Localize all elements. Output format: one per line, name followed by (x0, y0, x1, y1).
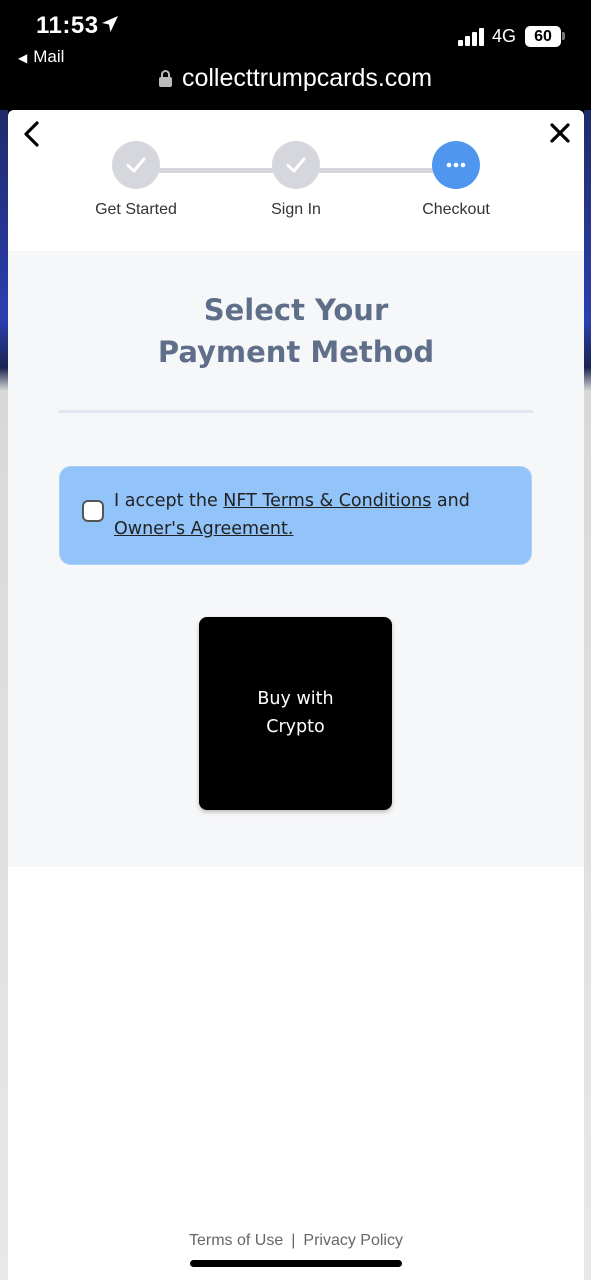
step-get-started-circle (112, 141, 160, 189)
checkout-modal (8, 110, 584, 1280)
payment-section (8, 251, 584, 867)
nft-terms-link[interactable]: NFT Terms & Conditions (223, 491, 432, 511)
page-title (8, 289, 584, 373)
cellular-signal-icon (458, 28, 486, 46)
footer (8, 1232, 584, 1250)
battery-tip (562, 32, 565, 40)
crypto-button-label (199, 685, 392, 741)
terms-acceptance-box (59, 466, 532, 565)
crypto-button-line-2: Crypto (266, 717, 325, 737)
step-label-checkout: Checkout (422, 201, 490, 218)
terms-text (114, 487, 494, 543)
checkmark-icon (284, 153, 308, 177)
background-left (0, 110, 8, 1280)
buy-with-crypto-button[interactable] (199, 617, 392, 810)
step-connector (158, 168, 274, 173)
title-line-1: Select Your (203, 293, 389, 327)
status-time: 11:53 (36, 12, 99, 39)
terms-of-use-link[interactable]: Terms of Use (189, 1232, 284, 1249)
owners-agreement-link[interactable]: Owner's Agreement. (114, 519, 294, 539)
footer-separator: | (291, 1232, 296, 1249)
battery-icon (525, 26, 561, 47)
home-indicator[interactable] (190, 1260, 402, 1267)
address-bar[interactable] (0, 64, 591, 93)
terms-prefix: I accept the (114, 491, 218, 511)
background-right (584, 110, 591, 1280)
back-triangle-icon: ◀ (18, 51, 28, 65)
status-bar (0, 0, 591, 110)
step-connector (318, 168, 434, 173)
step-checkout-circle (432, 141, 480, 189)
network-type: 4G (492, 26, 517, 46)
divider (58, 410, 533, 413)
terms-conjunction: and (436, 491, 470, 511)
step-label-get-started: Get Started (95, 201, 177, 218)
location-arrow-icon (100, 14, 120, 39)
url-text: collecttrumpcards.com (181, 64, 433, 92)
battery-level: 60 (534, 28, 552, 45)
title-line-2: Payment Method (157, 335, 435, 369)
checkout-stepper (8, 110, 584, 250)
checkmark-icon (124, 153, 148, 177)
back-app-label: Mail (33, 47, 65, 66)
privacy-policy-link[interactable]: Privacy Policy (303, 1232, 403, 1249)
terms-checkbox[interactable] (82, 500, 104, 522)
crypto-button-line-1: Buy with (257, 689, 334, 709)
ellipsis-icon (444, 153, 468, 177)
step-sign-in-circle (272, 141, 320, 189)
step-label-sign-in: Sign In (271, 201, 321, 218)
lock-icon (159, 70, 172, 87)
